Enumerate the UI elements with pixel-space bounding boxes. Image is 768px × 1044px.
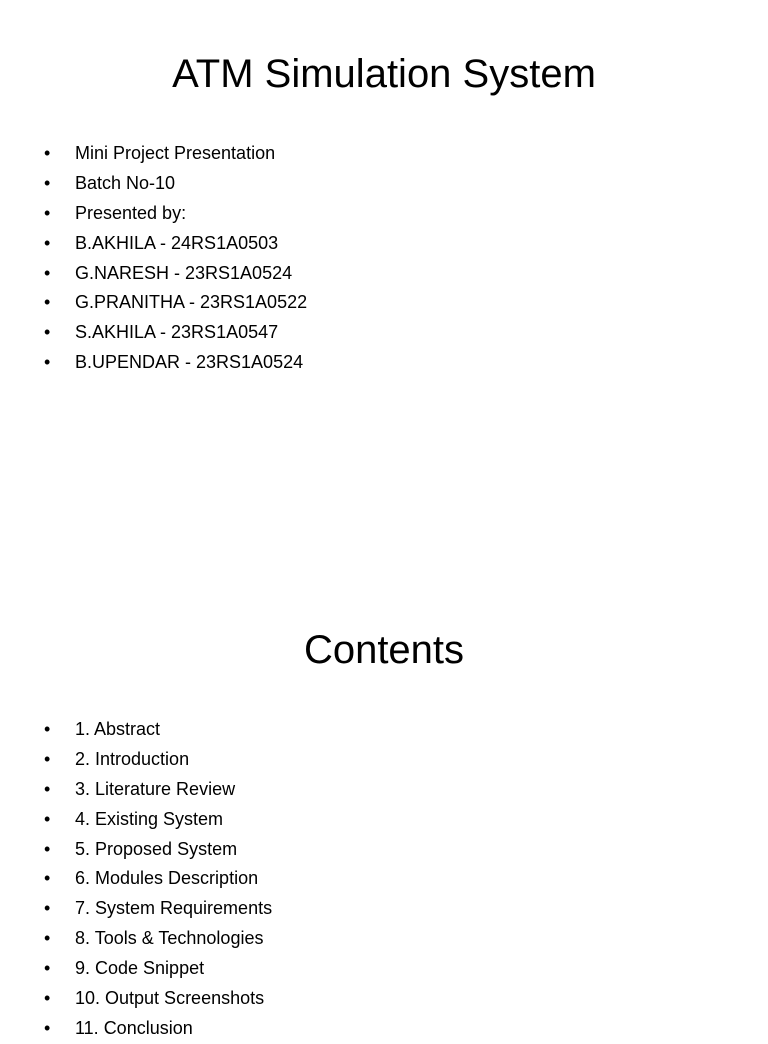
list-item-text: 8. Tools & Technologies	[75, 928, 264, 949]
list-item	[44, 199, 307, 229]
list-item	[44, 288, 307, 318]
slide-title: Contents	[303, 628, 465, 672]
bullet-icon: •	[44, 838, 51, 859]
list-item-text: 10. Output Screenshots	[75, 988, 265, 1009]
bullet-icon: •	[44, 202, 51, 223]
list-item-text: 6. Modules Description	[75, 868, 259, 889]
slide-title: ATM Simulation System	[172, 52, 596, 96]
bullet-icon: •	[44, 748, 51, 769]
bullet-icon: •	[44, 898, 51, 919]
list-item	[44, 348, 307, 378]
list-item	[44, 835, 272, 865]
list-item-text: 1. Abstract	[75, 719, 161, 739]
list-item-text: 4. Existing System	[75, 808, 224, 829]
list-item	[44, 954, 272, 984]
list-item	[44, 984, 272, 1014]
list-item	[44, 805, 272, 835]
list-item-text: G.PRANITHA - 23RS1A0522	[75, 292, 308, 313]
list-item	[44, 745, 272, 775]
list-item	[44, 1014, 272, 1044]
bullet-icon: •	[44, 322, 51, 343]
bullet-icon: •	[44, 143, 51, 163]
list-item-text: B.UPENDAR - 23RS1A0524	[75, 352, 304, 373]
list-item-text: Mini Project Presentation	[75, 143, 276, 163]
bullet-icon: •	[44, 172, 51, 193]
list-item-text: 2. Introduction	[75, 748, 190, 769]
bullet-icon: •	[44, 352, 51, 373]
list-item-text: Batch No-10	[75, 172, 176, 193]
bullet-icon: •	[44, 928, 51, 949]
list-item-text: 9. Code Snippet	[75, 958, 205, 979]
bullet-list	[44, 715, 272, 1044]
list-item-text: 11. Conclusion	[75, 1017, 193, 1038]
list-item	[44, 229, 307, 259]
bullet-icon: •	[44, 988, 51, 1009]
bullet-icon: •	[44, 719, 51, 739]
bullet-list	[44, 139, 307, 378]
list-item	[44, 139, 307, 169]
list-item-text: Presented by:	[75, 202, 187, 223]
list-item-text: 7. System Requirements	[75, 898, 273, 919]
bullet-icon: •	[44, 1017, 51, 1038]
list-item	[44, 924, 272, 954]
list-item-text: S.AKHILA - 23RS1A0547	[75, 322, 279, 343]
bullet-icon: •	[44, 232, 51, 253]
list-item	[44, 864, 272, 894]
list-item	[44, 715, 272, 745]
list-item-text: 5. Proposed System	[75, 838, 238, 859]
list-item	[44, 894, 272, 924]
bullet-icon: •	[44, 868, 51, 889]
bullet-icon: •	[44, 292, 51, 313]
list-item-text: 3. Literature Review	[75, 778, 236, 799]
bullet-icon: •	[44, 958, 51, 979]
list-item-text: B.AKHILA - 24RS1A0503	[75, 232, 279, 253]
list-item-text: G.NARESH - 23RS1A0524	[75, 262, 293, 283]
bullet-icon: •	[44, 778, 51, 799]
list-item	[44, 318, 307, 348]
list-item	[44, 775, 272, 805]
bullet-icon: •	[44, 262, 51, 283]
bullet-icon: •	[44, 808, 51, 829]
slide-contents	[0, 576, 768, 1038]
list-item	[44, 259, 307, 289]
list-item	[44, 169, 307, 199]
